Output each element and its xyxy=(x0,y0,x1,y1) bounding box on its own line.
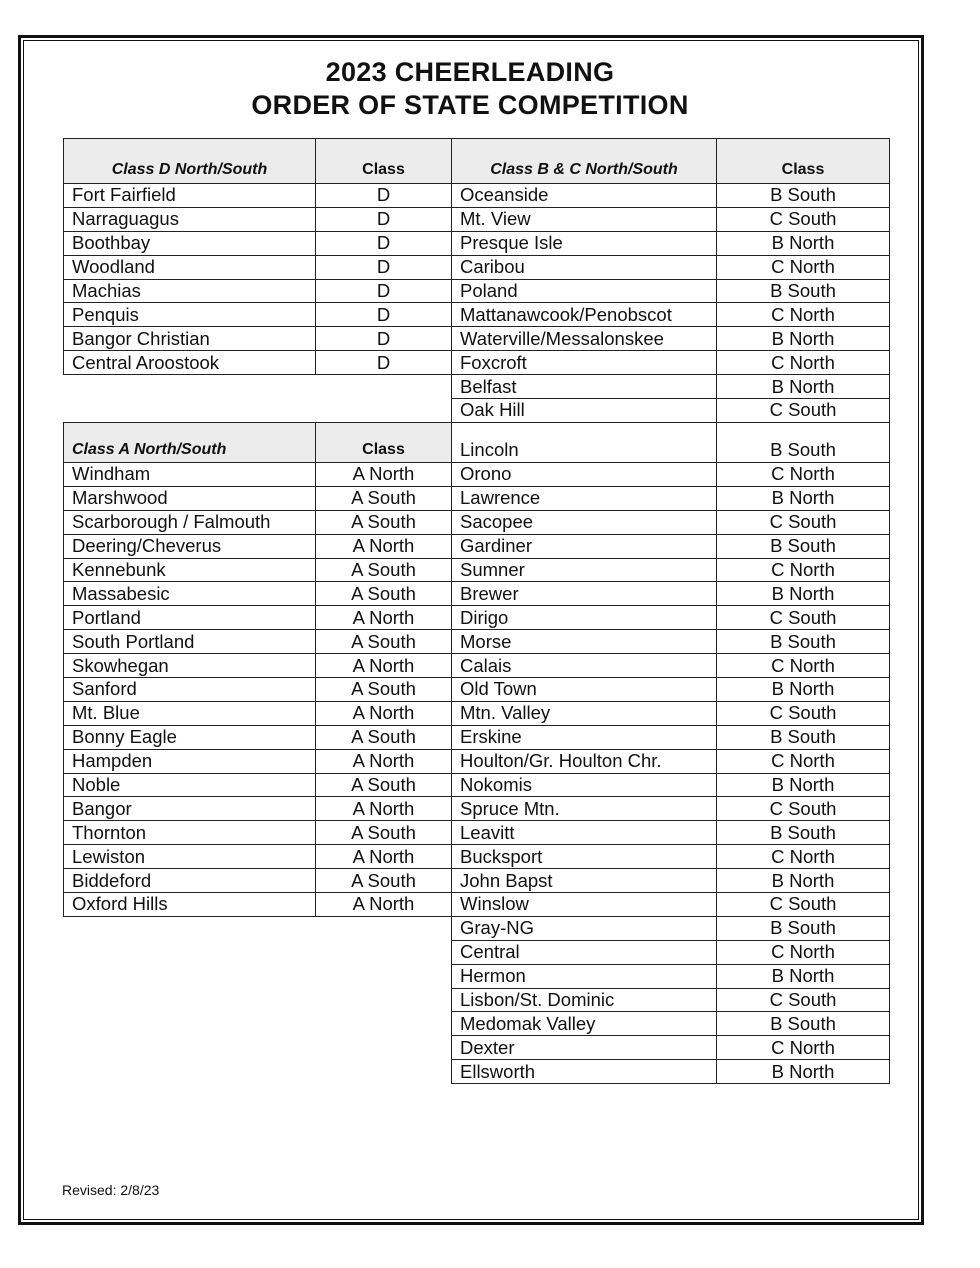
school-class: B North xyxy=(717,678,890,702)
school-class: C South xyxy=(717,988,890,1012)
school-class: D xyxy=(316,351,452,375)
table-row xyxy=(452,916,890,940)
school-name: Hampden xyxy=(64,749,316,773)
school-name: Sacopee xyxy=(452,510,717,534)
school-name: Bucksport xyxy=(452,845,717,869)
school-class: C South xyxy=(717,399,890,423)
school-name: Waterville/Messalonskee xyxy=(452,327,717,351)
school-class: B North xyxy=(717,869,890,893)
table-row xyxy=(64,184,452,208)
table-row xyxy=(452,510,890,534)
school-name: Gray-NG xyxy=(452,916,717,940)
class-a-header-class: Class xyxy=(316,423,452,463)
table-row xyxy=(64,701,452,725)
table-row xyxy=(452,773,890,797)
table-row xyxy=(64,893,452,917)
table-row xyxy=(64,558,452,582)
school-name: Fort Fairfield xyxy=(64,184,316,208)
school-class: D xyxy=(316,184,452,208)
school-class: C South xyxy=(717,893,890,917)
school-class: B North xyxy=(717,231,890,255)
table-row xyxy=(64,749,452,773)
school-class: D xyxy=(316,279,452,303)
school-class: A North xyxy=(316,749,452,773)
school-name: Erskine xyxy=(452,725,717,749)
school-name: Biddeford xyxy=(64,869,316,893)
table-row xyxy=(64,255,452,279)
school-name: Foxcroft xyxy=(452,351,717,375)
school-name: Mattanawcook/Penobscot xyxy=(452,303,717,327)
table-row xyxy=(452,749,890,773)
revised-date: Revised: 2/8/23 xyxy=(62,1182,160,1198)
school-name: Oxford Hills xyxy=(64,893,316,917)
school-class: B South xyxy=(717,184,890,208)
school-class: A North xyxy=(316,463,452,487)
school-class: A South xyxy=(316,678,452,702)
table-row xyxy=(452,351,890,375)
school-class: B North xyxy=(717,375,890,399)
table-row xyxy=(64,231,452,255)
table-row xyxy=(64,463,452,487)
table-row xyxy=(452,582,890,606)
school-name: Portland xyxy=(64,606,316,630)
school-class: C North xyxy=(717,463,890,487)
school-name: Lincoln xyxy=(452,423,717,463)
table-row xyxy=(64,630,452,654)
school-name: South Portland xyxy=(64,630,316,654)
class-d-header-row xyxy=(64,139,452,184)
school-name: Oak Hill xyxy=(452,399,717,423)
school-name: Ellsworth xyxy=(452,1060,717,1084)
class-bc-header-class: Class xyxy=(717,139,890,184)
school-name: Noble xyxy=(64,773,316,797)
school-name: Houlton/Gr. Houlton Chr. xyxy=(452,749,717,773)
school-class: B North xyxy=(717,773,890,797)
table-row xyxy=(64,606,452,630)
school-name: Presque Isle xyxy=(452,231,717,255)
table-row xyxy=(64,582,452,606)
school-name: Mt. Blue xyxy=(64,701,316,725)
school-name: Leavitt xyxy=(452,821,717,845)
table-row xyxy=(452,630,890,654)
school-name: Calais xyxy=(452,654,717,678)
school-class: B North xyxy=(717,964,890,988)
table-row xyxy=(452,988,890,1012)
school-name: Dirigo xyxy=(452,606,717,630)
table-row xyxy=(64,678,452,702)
school-class: A North xyxy=(316,845,452,869)
school-class: C South xyxy=(717,701,890,725)
school-class: A North xyxy=(316,654,452,678)
table-row xyxy=(64,351,452,375)
table-row xyxy=(452,893,890,917)
table-row xyxy=(452,207,890,231)
class-a-header-row xyxy=(64,423,452,463)
school-name: Lisbon/St. Dominic xyxy=(452,988,717,1012)
school-class: A North xyxy=(316,534,452,558)
table-row xyxy=(452,534,890,558)
table-row xyxy=(452,606,890,630)
class-bc-table xyxy=(451,138,890,423)
school-class: D xyxy=(316,303,452,327)
school-name: Central Aroostook xyxy=(64,351,316,375)
table-row xyxy=(452,869,890,893)
school-name: Thornton xyxy=(64,821,316,845)
table-row xyxy=(452,279,890,303)
school-class: B South xyxy=(717,1012,890,1036)
school-name: Medomak Valley xyxy=(452,1012,717,1036)
table-row xyxy=(452,1036,890,1060)
school-class: A South xyxy=(316,773,452,797)
table-row xyxy=(64,869,452,893)
school-name: Nokomis xyxy=(452,773,717,797)
school-name: Woodland xyxy=(64,255,316,279)
table-row xyxy=(452,964,890,988)
school-name: Spruce Mtn. xyxy=(452,797,717,821)
school-class: C North xyxy=(717,1036,890,1060)
school-class: A North xyxy=(316,606,452,630)
table-row xyxy=(64,279,452,303)
school-name: John Bapst xyxy=(452,869,717,893)
table-row xyxy=(452,797,890,821)
school-class: C North xyxy=(717,845,890,869)
school-name: Lewiston xyxy=(64,845,316,869)
school-class: A North xyxy=(316,797,452,821)
school-name: Bangor xyxy=(64,797,316,821)
table-row xyxy=(452,701,890,725)
school-name: Dexter xyxy=(452,1036,717,1060)
school-name: Morse xyxy=(452,630,717,654)
table-row xyxy=(452,463,890,487)
page-title-line2: ORDER OF STATE COMPETITION xyxy=(251,90,689,120)
school-name: Mt. View xyxy=(452,207,717,231)
school-class: A South xyxy=(316,821,452,845)
school-class: B South xyxy=(717,821,890,845)
school-class: B North xyxy=(717,582,890,606)
class-d-header-class: Class xyxy=(316,139,452,184)
school-class: A South xyxy=(316,582,452,606)
school-name: Scarborough / Falmouth xyxy=(64,510,316,534)
table-row xyxy=(452,423,890,463)
table-row xyxy=(452,558,890,582)
school-name: Penquis xyxy=(64,303,316,327)
school-name: Kennebunk xyxy=(64,558,316,582)
table-row xyxy=(452,255,890,279)
table-row xyxy=(452,940,890,964)
school-name: Gardiner xyxy=(452,534,717,558)
school-class: D xyxy=(316,327,452,351)
school-name: Caribou xyxy=(452,255,717,279)
table-row xyxy=(64,725,452,749)
school-class: B North xyxy=(717,1060,890,1084)
school-class: B South xyxy=(717,279,890,303)
school-class: C South xyxy=(717,207,890,231)
school-class: A South xyxy=(316,869,452,893)
school-class: D xyxy=(316,255,452,279)
class-d-header-school: Class D North/South xyxy=(64,139,316,184)
school-name: Sanford xyxy=(64,678,316,702)
school-name: Poland xyxy=(452,279,717,303)
school-name: Sumner xyxy=(452,558,717,582)
table-row xyxy=(64,773,452,797)
school-class: A South xyxy=(316,486,452,510)
school-name: Windham xyxy=(64,463,316,487)
school-name: Winslow xyxy=(452,893,717,917)
school-class: A North xyxy=(316,893,452,917)
school-class: B North xyxy=(717,486,890,510)
school-class: C South xyxy=(717,606,890,630)
school-name: Lawrence xyxy=(452,486,717,510)
table-row xyxy=(64,303,452,327)
school-class: D xyxy=(316,207,452,231)
school-class: D xyxy=(316,231,452,255)
school-name: Narraguagus xyxy=(64,207,316,231)
school-class: B South xyxy=(717,725,890,749)
school-name: Massabesic xyxy=(64,582,316,606)
school-class: B South xyxy=(717,630,890,654)
school-class: C North xyxy=(717,303,890,327)
school-name: Deering/Cheverus xyxy=(64,534,316,558)
table-row xyxy=(64,654,452,678)
school-name: Central xyxy=(452,940,717,964)
class-bc-header-school: Class B & C North/South xyxy=(452,139,717,184)
school-class: B South xyxy=(717,423,890,463)
table-row xyxy=(452,678,890,702)
school-name: Old Town xyxy=(452,678,717,702)
school-class: C South xyxy=(717,510,890,534)
table-row xyxy=(452,231,890,255)
school-class: C South xyxy=(717,797,890,821)
school-class: B North xyxy=(717,327,890,351)
school-name: Mtn. Valley xyxy=(452,701,717,725)
table-row xyxy=(452,845,890,869)
school-name: Marshwood xyxy=(64,486,316,510)
table-row xyxy=(452,486,890,510)
school-class: A South xyxy=(316,510,452,534)
school-name: Oceanside xyxy=(452,184,717,208)
table-row xyxy=(452,184,890,208)
school-class: A South xyxy=(316,558,452,582)
school-class: C North xyxy=(717,351,890,375)
school-class: A North xyxy=(316,701,452,725)
school-class: C North xyxy=(717,558,890,582)
table-row xyxy=(452,1060,890,1084)
school-class: B South xyxy=(717,916,890,940)
school-name: Skowhegan xyxy=(64,654,316,678)
school-name: Belfast xyxy=(452,375,717,399)
class-a-table xyxy=(63,422,452,917)
page-title-line1: 2023 CHEERLEADING xyxy=(325,57,615,87)
table-row xyxy=(64,534,452,558)
table-row xyxy=(452,821,890,845)
school-name: Boothbay xyxy=(64,231,316,255)
class-bc-header-row xyxy=(452,139,890,184)
school-name: Hermon xyxy=(452,964,717,988)
table-row xyxy=(64,207,452,231)
table-row xyxy=(452,725,890,749)
table-row xyxy=(64,821,452,845)
table-row xyxy=(452,654,890,678)
school-name: Bonny Eagle xyxy=(64,725,316,749)
school-class: B South xyxy=(717,534,890,558)
table-row xyxy=(64,510,452,534)
school-name: Orono xyxy=(452,463,717,487)
school-class: A South xyxy=(316,725,452,749)
school-class: C North xyxy=(717,749,890,773)
table-row xyxy=(64,797,452,821)
school-class: C North xyxy=(717,654,890,678)
class-d-table xyxy=(63,138,452,375)
table-row xyxy=(64,486,452,510)
school-class: A South xyxy=(316,630,452,654)
table-row xyxy=(64,327,452,351)
class-bc-table-continued xyxy=(451,422,890,1084)
school-name: Bangor Christian xyxy=(64,327,316,351)
table-row xyxy=(452,1012,890,1036)
table-row xyxy=(452,303,890,327)
table-row xyxy=(452,375,890,399)
school-class: C North xyxy=(717,940,890,964)
table-row xyxy=(64,845,452,869)
table-row xyxy=(452,327,890,351)
school-class: C North xyxy=(717,255,890,279)
school-name: Machias xyxy=(64,279,316,303)
table-row xyxy=(452,399,890,423)
class-a-header-school: Class A North/South xyxy=(64,423,316,463)
school-name: Brewer xyxy=(452,582,717,606)
